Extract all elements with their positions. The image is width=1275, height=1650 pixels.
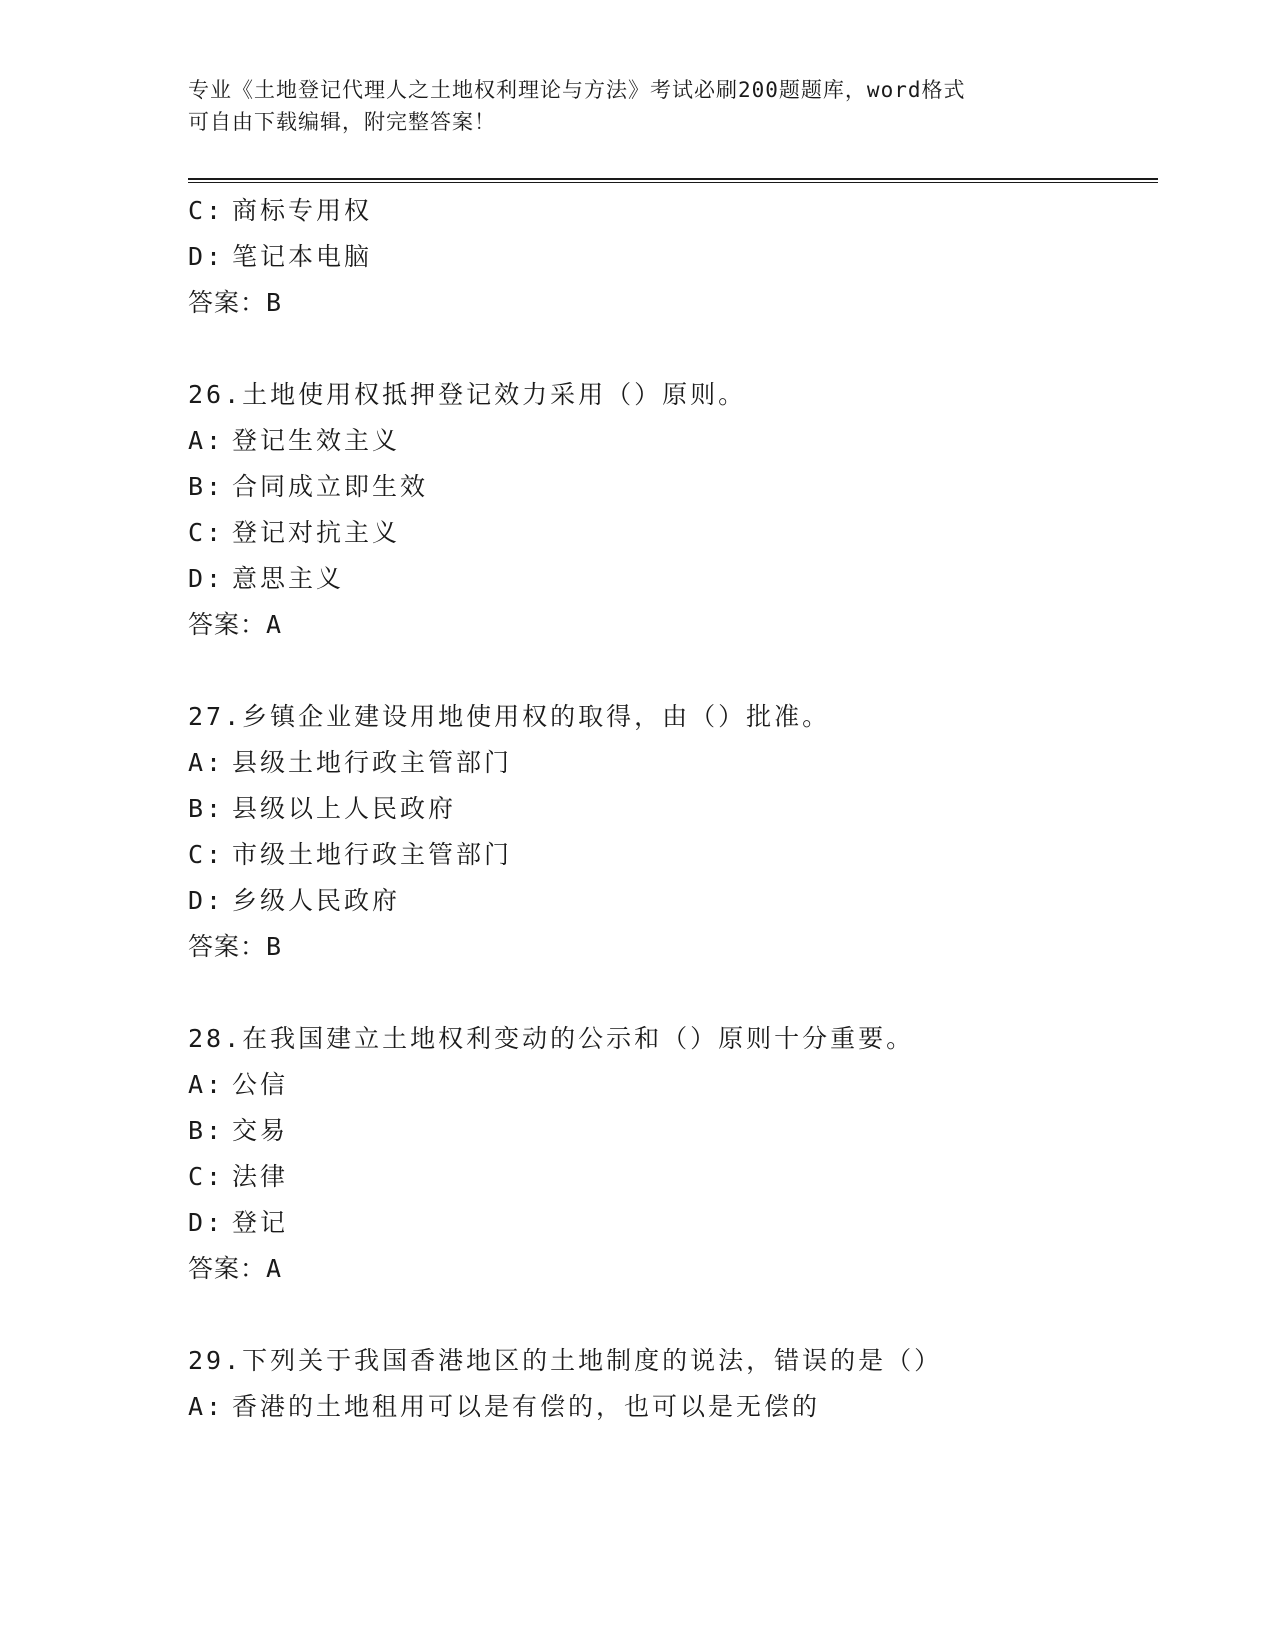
- question-stem: 28.在我国建立土地权利变动的公示和（）原则十分重要。: [188, 1024, 915, 1053]
- header-line-1: 专业《土地登记代理人之土地权利理论与方法》考试必刷200题题库，word格式: [188, 78, 966, 102]
- question-block-27: [188, 694, 1148, 970]
- question-block-29: [188, 1338, 1148, 1430]
- option-a: A: 登记生效主义: [188, 426, 401, 455]
- option-d: D: 意思主义: [188, 564, 345, 593]
- option-c: C: 市级土地行政主管部门: [188, 840, 513, 869]
- question-block-25: [188, 188, 1148, 326]
- option-a: A: 香港的土地租用可以是有偿的，也可以是无偿的: [188, 1392, 821, 1421]
- question-stem: 26.土地使用权抵押登记效力采用（）原则。: [188, 380, 747, 409]
- question-list: [188, 188, 1148, 1430]
- option-c: C: 商标专用权: [188, 196, 373, 225]
- header-divider: [188, 178, 1158, 183]
- answer-line: 答案：B: [188, 932, 283, 961]
- question-block-28: [188, 1016, 1148, 1292]
- question-stem: 29.下列关于我国香港地区的土地制度的说法，错误的是（）: [188, 1346, 943, 1375]
- option-c: C: 法律: [188, 1162, 289, 1191]
- option-d: D: 乡级人民政府: [188, 886, 401, 915]
- option-b: B: 合同成立即生效: [188, 472, 429, 501]
- option-b: B: 县级以上人民政府: [188, 794, 457, 823]
- document-header: [188, 74, 1068, 138]
- question-stem: 27.乡镇企业建设用地使用权的取得，由（）批准。: [188, 702, 831, 731]
- header-line-2: 可自由下载编辑，附完整答案！: [188, 110, 496, 134]
- option-a: A: 公信: [188, 1070, 289, 1099]
- answer-line: 答案：B: [188, 288, 283, 317]
- option-d: D: 登记: [188, 1208, 289, 1237]
- question-block-26: [188, 372, 1148, 648]
- answer-line: 答案：A: [188, 610, 283, 639]
- option-b: B: 交易: [188, 1116, 289, 1145]
- answer-line: 答案：A: [188, 1254, 283, 1283]
- option-a: A: 县级土地行政主管部门: [188, 748, 513, 777]
- option-d: D: 笔记本电脑: [188, 242, 373, 271]
- option-c: C: 登记对抗主义: [188, 518, 401, 547]
